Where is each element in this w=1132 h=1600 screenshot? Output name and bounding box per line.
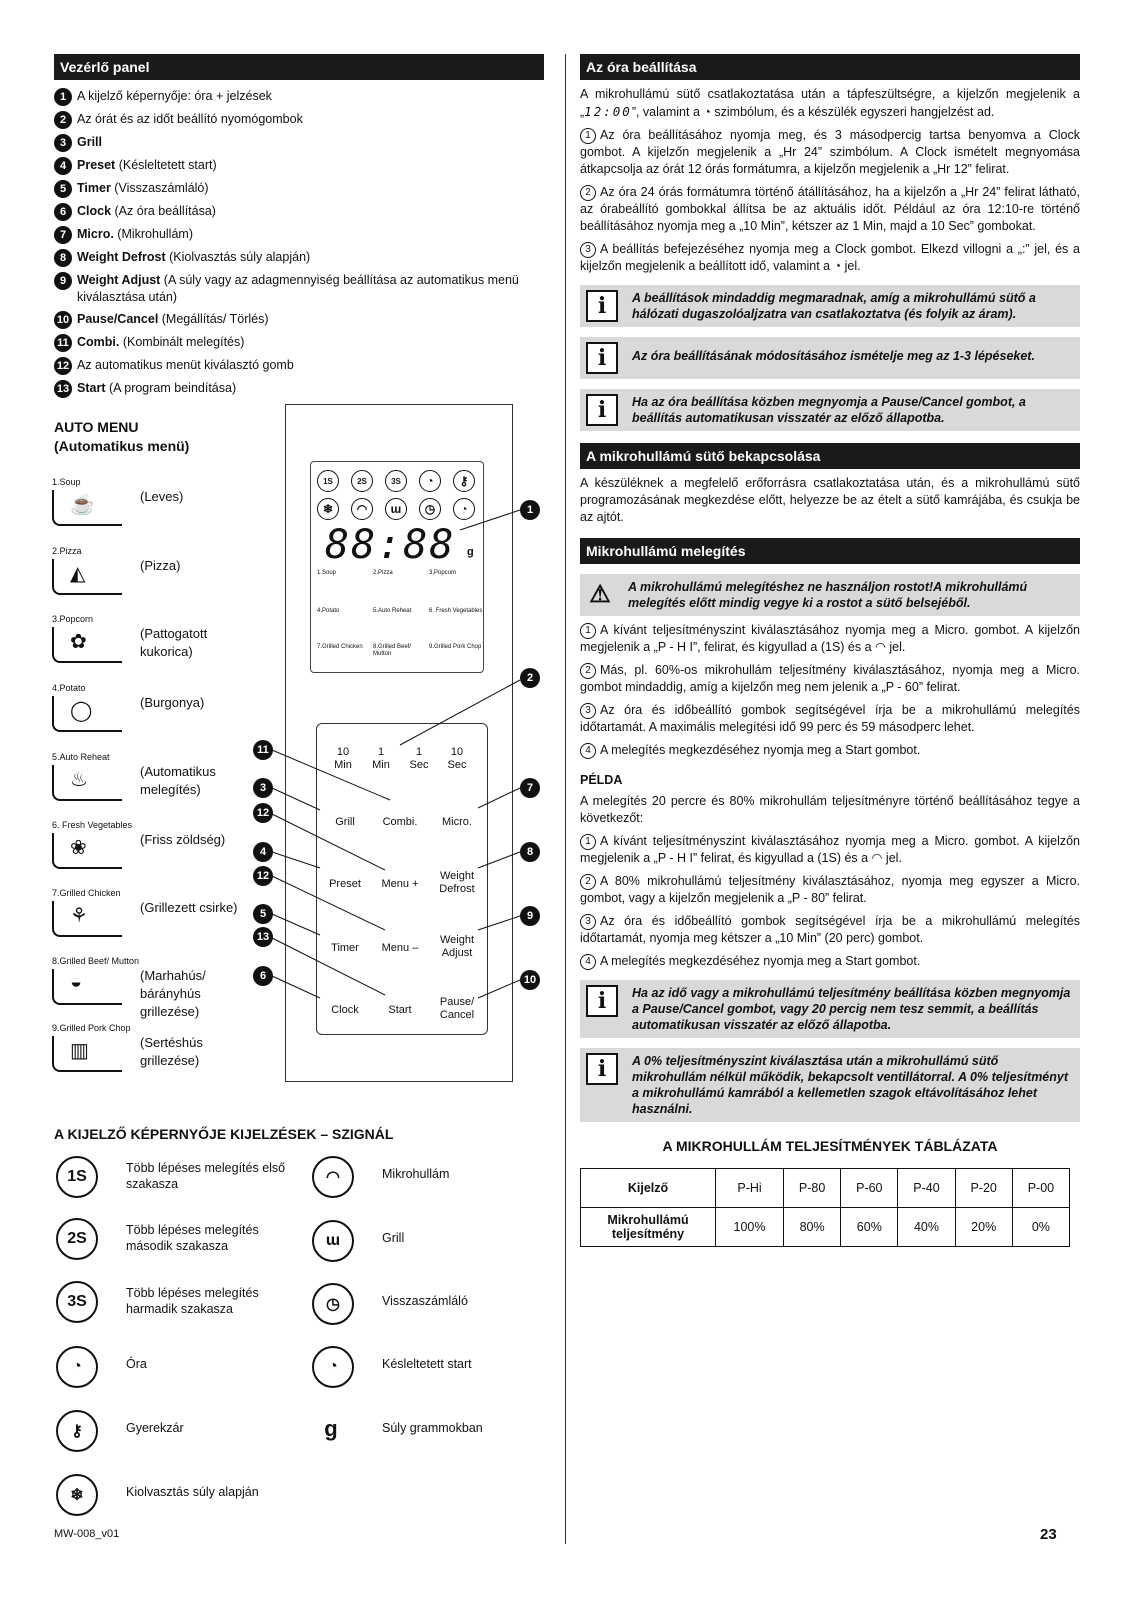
- callout-badge: 3: [253, 778, 273, 798]
- weight-adjust-button[interactable]: Weight Adjust: [439, 934, 475, 959]
- defrost-icon: ❄: [317, 498, 339, 520]
- number-badge: 9: [54, 272, 72, 290]
- control-item: 2 Az órát és az időt beállító nyomógombok: [54, 111, 544, 129]
- pause-cancel-button[interactable]: Pause/ Cancel: [439, 996, 475, 1021]
- signal-item: ɯ Grill: [312, 1220, 562, 1264]
- info-box: i Ha az idő vagy a mikrohullámú teljesítmény beállítása közben megnyomja a Pause/Cancel gombot, vagy 20 percig nem tesz semmit, a beállítás automatikusan visszatér az előző állapotba.: [580, 980, 1080, 1038]
- auto-menu-item: 8.Grilled Beef/ Mutton ◒ (Marhahús/ bárányhús grillezése): [52, 956, 206, 1019]
- pork-chop-icon: ▥: [70, 1040, 89, 1062]
- one-min-button[interactable]: 1 Min: [372, 746, 390, 771]
- grill-button[interactable]: Grill: [335, 816, 355, 828]
- timer-icon: ◷: [312, 1283, 354, 1325]
- gram-icon: g: [324, 1416, 338, 1441]
- one-sec-button[interactable]: 1 Sec: [409, 746, 429, 771]
- number-badge: 3: [54, 134, 72, 152]
- callout-badge: 12: [253, 866, 273, 886]
- number-badge: 6: [54, 203, 72, 221]
- control-item: 4 Preset (Késleltetett start): [54, 157, 544, 175]
- popcorn-icon: ✿: [70, 631, 87, 653]
- info-icon: i: [586, 394, 618, 426]
- info-icon: i: [586, 1053, 618, 1085]
- power-table: [580, 1168, 1070, 1247]
- preset-icon: ◔: [453, 498, 475, 520]
- example-step-4: 4 A melegítés megkezdéséhez nyomja meg a Start gombot.: [580, 953, 1080, 970]
- menu-plus-button[interactable]: Menu +: [381, 878, 419, 890]
- stage-2-icon: 2S: [56, 1218, 98, 1260]
- chicken-icon: ⚘: [70, 905, 88, 927]
- clock-button[interactable]: Clock: [331, 1004, 359, 1016]
- timer-icon: ◷: [419, 498, 441, 520]
- number-badge: 8: [54, 249, 72, 267]
- number-badge: 4: [54, 157, 72, 175]
- signal-item: ❄ Kiolvasztás súly alapján: [56, 1474, 306, 1518]
- example-step-3: 3 Az óra és időbeállító gombok segítségével írja be a mikrohullámú melegítés időtartamát, nyomja meg kétszer a „10 Min” (20 perc) gombot.: [580, 914, 1080, 945]
- control-item: 1 A kijelző képernyője: óra + jelzések: [54, 88, 544, 106]
- callout-badge: 5: [253, 904, 273, 924]
- auto-menu-item: 4.Potato ◯ (Burgonya): [52, 684, 282, 744]
- stage-1-icon: 1S: [317, 470, 339, 492]
- example-heading: PÉLDA: [580, 773, 623, 787]
- signal-item: ◔ Késleltetett start: [312, 1346, 562, 1390]
- ten-sec-button[interactable]: 10 Sec: [447, 746, 467, 771]
- microwave-icon: ◠: [312, 1156, 354, 1198]
- vegetables-icon: ❀: [70, 837, 87, 859]
- number-badge: 12: [54, 357, 72, 375]
- signal-item: 3S Több lépéses melegítés harmadik szakasza: [56, 1281, 306, 1325]
- signal-item: ◔ Óra: [56, 1346, 306, 1390]
- auto-menu-item: 2.Pizza ◭ (Pizza): [52, 547, 282, 607]
- callout-badge: 1: [520, 500, 540, 520]
- stage-3-icon: 3S: [56, 1281, 98, 1323]
- number-badge: 13: [54, 380, 72, 398]
- number-badge: 11: [54, 334, 72, 352]
- pizza-icon: ◭: [70, 563, 86, 585]
- combi-button[interactable]: Combi.: [382, 816, 418, 828]
- page-number: 23: [1040, 1526, 1057, 1543]
- info-box: i A 0% teljesítményszint kiválasztása után a mikrohullámú sütő mikrohullám nélkül működik, bekapcsolt ventillátorral. A 0% teljesítményt a mikrohullámú kamrából a kellemetlen szagok eltávolításához lehet használni.: [580, 1048, 1080, 1122]
- auto-menu-item: 7.Grilled Chicken ⚘ (Grillezett csirke): [52, 889, 282, 949]
- beef-icon: ◒: [70, 971, 83, 993]
- control-item: 7 Micro. (Mikrohullám): [54, 226, 544, 244]
- right-column: [580, 54, 1080, 1247]
- example-intro: A melegítés 20 percre és 80% mikrohullám teljesítményre történő beállításához tegye a következőt:: [580, 794, 1080, 825]
- callout-badge: 2: [520, 668, 540, 688]
- potato-icon: ◯: [70, 700, 93, 722]
- callout-badge: 6: [253, 966, 273, 986]
- child-lock-icon: ⚷: [453, 470, 475, 492]
- info-box: i Ha az óra beállítása közben megnyomja a Pause/Cancel gombot, a beállítás automatikusan visszatér az előző állapotba.: [580, 389, 1080, 431]
- callout-badge: 10: [520, 970, 540, 990]
- auto-menu-item: 5.Auto Reheat ♨ (Automatikus melegítés): [52, 753, 282, 813]
- info-box: i Az óra beállításának módosításához ismételje meg az 1-3 lépéseket.: [580, 337, 1080, 379]
- info-icon: i: [586, 342, 618, 374]
- column-divider: [565, 54, 566, 1544]
- table-row: Kijelző P-Hi P-80 P-60 P-40 P-20 P-00: [581, 1169, 1070, 1208]
- control-item: 5 Timer (Visszaszámláló): [54, 180, 544, 198]
- callout-badge: 13: [253, 927, 273, 947]
- stage-3-icon: 3S: [385, 470, 407, 492]
- grill-icon: ɯ: [312, 1220, 354, 1262]
- micro-step-1: 1 A kívánt teljesítményszint kiválasztásához nyomja meg a Micro. gombot. A kijelzőn megjelenik a „P - H I”, felirat, és kigyullad a (1S) és a ◠ jel.: [580, 623, 1080, 654]
- signal-item: 2S Több lépéses melegítés második szakasza: [56, 1218, 306, 1262]
- auto-menu-item: 9.Grilled Pork Chop ▥ (Sertéshús grillezése): [52, 1024, 282, 1084]
- signal-item: g Súly grammokban: [312, 1410, 562, 1454]
- weight-defrost-button[interactable]: Weight Defrost: [439, 870, 475, 895]
- number-badge: 10: [54, 311, 72, 329]
- clock-intro: A mikrohullámú sütő csatlakoztatása után a tápfeszültségre, a kijelzőn megjelenik a „12:00”, valamint a ◔ szimbólum, és a készülék egyszeri hangjelzést ad.: [580, 87, 1080, 119]
- control-item: 11 Combi. (Kombinált melegítés): [54, 334, 544, 352]
- microwave-icon: ◠: [351, 498, 373, 520]
- signal-item: 1S Több lépéses melegítés első szakasza: [56, 1156, 306, 1200]
- soup-icon: ☕: [70, 494, 95, 516]
- clock-step-2: 2 Az óra 24 órás formátumra történő átállításához, ha a kijelzőn a „Hr 24” felirat látható, az órabeállító gombokkal állítsa be az aktuális időt. Például az óra 12:10-re történő beállításához nyomja meg a „10 Min”, kétszer az 1 Min, majd a 10 Sec” gombokat.: [580, 185, 1080, 233]
- ten-min-button[interactable]: 10 Min: [334, 746, 352, 771]
- stage-1-icon: 1S: [56, 1156, 98, 1198]
- child-lock-icon: ⚷: [56, 1410, 98, 1452]
- control-item: 9 Weight Adjust (A súly vagy az adagmennyiség beállítása az automatikus menü kiválasztása után): [54, 272, 544, 306]
- control-item: 10 Pause/Cancel (Megállítás/ Törlés): [54, 311, 544, 329]
- callout-badge: 4: [253, 842, 273, 862]
- example-step-1: 1 A kívánt teljesítményszint kiválasztásához nyomja meg a Micro. gombot. A kijelzőn megjelenik a „P - H I” felirat, és kigyullad a (1S) és a ◠ jel.: [580, 834, 1080, 865]
- example-step-2: 2 A 80% mikrohullámú teljesítmény kiválasztásához, nyomja meg egyszer a Micro. gombot, vagy a kijelzőn megjelenik a „P - 80” felirat.: [580, 874, 1080, 905]
- preset-button[interactable]: Preset: [329, 878, 361, 890]
- warning-box: ⚠ A mikrohullámú melegítéshez ne használjon rostot!A mikrohullámú melegítés előtt mindig vegye ki a rostot a sütő belsejéből.: [580, 574, 1080, 616]
- callout-badge: 12: [253, 803, 273, 823]
- clock-heading: Az óra beállítása: [580, 54, 1080, 80]
- defrost-icon: ❄: [56, 1474, 98, 1516]
- display-screen: 1S 2S 3S ◔ ⚷ ❄ ◠ ɯ ◷ ◔ 88:88 g 1.Soup 2.Pizza 3.Popcorn 4.Potato 5.Auto Reheat 6. Fresh Vegetables 7.Grilled Chicken 8.Grilled Beef/ Mutton 9.Grilled Pork Chop: [310, 461, 484, 673]
- digit-display: 88:88: [325, 522, 456, 568]
- timer-button[interactable]: Timer: [331, 942, 359, 954]
- number-badge: 1: [54, 88, 72, 106]
- micro-step-3: 3 Az óra és időbeállító gombok segítségével írja be a mikrohullámú melegítés időtartamát. A maximális melegítési idő 99 perc és 59 másodperc lehet.: [580, 703, 1080, 734]
- micro-step-2: 2 Más, pl. 60%-os mikrohullám teljesítmény kiválasztásához, nyomja meg a Micro. gombot mindaddig, amíg a kijelzőn meg nem jelenik a „P - 60” felirat.: [580, 663, 1080, 694]
- auto-menu-item: 6. Fresh Vegetables ❀ (Friss zöldség): [52, 821, 282, 881]
- doc-code: MW-008_v01: [54, 1528, 120, 1540]
- start-button[interactable]: Start: [388, 1004, 412, 1016]
- stage-2-icon: 2S: [351, 470, 373, 492]
- callout-badge: 11: [253, 740, 273, 760]
- auto-menu-item: 1.Soup ☕ (Leves): [52, 478, 282, 538]
- callout-badge: 9: [520, 906, 540, 926]
- menu-minus-button[interactable]: Menu –: [381, 942, 419, 954]
- info-icon: i: [586, 985, 618, 1017]
- power-table-title: A MIKROHULLÁM TELJESÍTMÉNYEK TÁBLÁZATA: [662, 1138, 998, 1154]
- control-item: 13 Start (A program beindítása): [54, 380, 544, 398]
- warning-icon: ⚠: [589, 578, 611, 608]
- signal-heading: A KIJELZŐ KÉPERNYŐJE KIJELZÉSEK – SZIGNÁL: [54, 1126, 394, 1142]
- microwave-heading: Mikrohullámú melegítés: [580, 538, 1080, 564]
- micro-step-4: 4 A melegítés megkezdéséhez nyomja meg a Start gombot.: [580, 742, 1080, 759]
- micro-button[interactable]: Micro.: [442, 816, 472, 828]
- control-item: 8 Weight Defrost (Kiolvasztás súly alapján): [54, 249, 544, 267]
- preset-icon: ◔: [312, 1346, 354, 1388]
- callout-badge: 8: [520, 842, 540, 862]
- auto-menu-item: 3.Popcorn ✿ (Pattogatott kukorica): [52, 615, 282, 675]
- info-box: i A beállítások mindaddig megmaradnak, amíg a mikrohullámú sütő a hálózati dugaszolóaljzatra van csatlakoztatva (és folyik az áram).: [580, 285, 1080, 327]
- number-badge: 7: [54, 226, 72, 244]
- power-text: A készüléknek a megfelelő erőforrásra csatlakoztatása után, és a mikrohullámú sütő programozásának megkezdése előtt, helyezze be az ételt a sütő kamrájába, és csukja be az ajtót.: [580, 476, 1080, 524]
- number-badge: 2: [54, 111, 72, 129]
- clock-icon: ◔: [419, 470, 441, 492]
- clock-step-3: 3 A beállítás befejezéséhez nyomja meg a Clock gombot. Elkezd villogni a „:” jel, és a kijelzőn megjelenik a beállított idő, valamint a ◔ jel.: [580, 242, 1080, 273]
- reheat-icon: ♨: [70, 769, 88, 791]
- control-item: 12 Az automatikus menüt kiválasztó gomb: [54, 357, 544, 375]
- table-row: Mikrohullámú teljesítmény 100% 80% 60% 40% 20% 0%: [581, 1208, 1070, 1247]
- power-heading: A mikrohullámú sütő bekapcsolása: [580, 443, 1080, 469]
- grill-icon: ɯ: [385, 498, 407, 520]
- clock-icon: ◔: [56, 1346, 98, 1388]
- control-panel-heading: Vezérlő panel: [54, 54, 544, 80]
- clock-step-1: 1 Az óra beállításához nyomja meg, és 3 másodpercig tartsa benyomva a Clock gombot. A kijelzőn megjelenik a „Hr 24” szimbólum. A Clock ismételt megnyomása átkapcsolja az órát 12 órás formátumra, a kijelzőn megjelenik a „Hr 12” felirat.: [580, 128, 1080, 176]
- callout-badge: 7: [520, 778, 540, 798]
- signal-item: ◠ Mikrohullám: [312, 1156, 562, 1200]
- signal-item: ◷ Visszaszámláló: [312, 1283, 562, 1327]
- control-item: 6 Clock (Az óra beállítása): [54, 203, 544, 221]
- gram-indicator: g: [467, 546, 474, 558]
- number-badge: 5: [54, 180, 72, 198]
- info-icon: i: [586, 290, 618, 322]
- signal-item: ⚷ Gyerekzár: [56, 1410, 306, 1454]
- control-item: 3 Grill: [54, 134, 544, 152]
- auto-menu-title: AUTO MENU (Automatikus menü): [54, 419, 190, 454]
